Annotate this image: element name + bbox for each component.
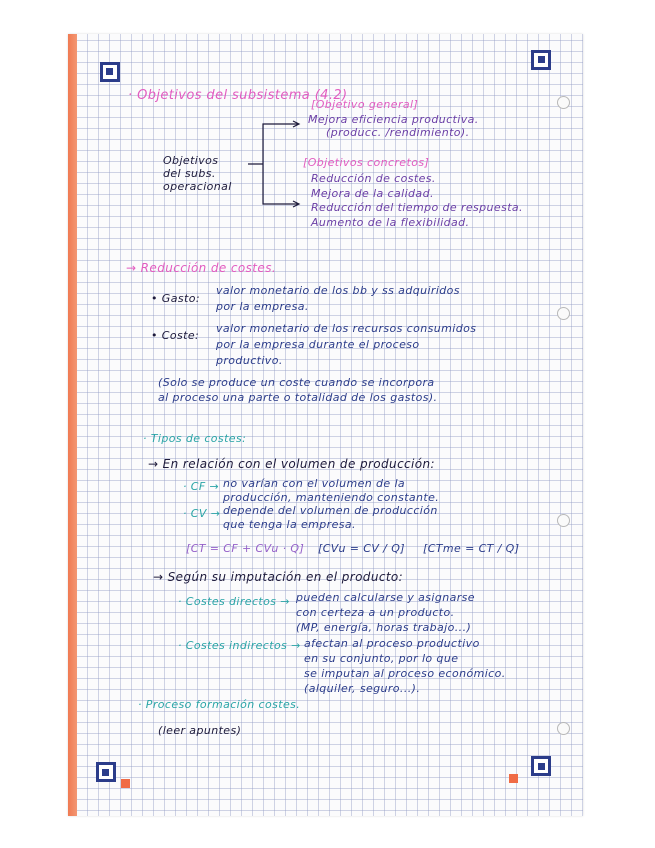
- volume-relation-heading: → En relación con el volumen de producción:: [148, 457, 435, 471]
- objectives-label-line-1: Objetivos: [163, 154, 219, 167]
- cost-types-heading: · Tipos de costes:: [143, 432, 247, 445]
- notebook-page: [68, 34, 583, 816]
- page-title: · Objetivos del subsistema (4.2): [128, 88, 348, 103]
- formula-average-total-cost: [CTme = CT / Q]: [423, 542, 520, 555]
- formula-total-cost: [CT = CF + CVu · Q]: [186, 542, 305, 555]
- specific-objective-item: Reducción del tiempo de respuesta.: [311, 201, 523, 214]
- objectives-label-line-2: del subs.: [163, 167, 216, 180]
- costs-section-heading: → Reducción de costes.: [126, 261, 277, 275]
- specific-objective-item: Aumento de la flexibilidad.: [311, 216, 470, 229]
- cv-label: · CV →: [183, 507, 221, 520]
- cv-definition-line: que tenga la empresa.: [223, 518, 356, 531]
- cost-formation-heading: · Proceso formación costes.: [138, 698, 301, 711]
- cf-label: · CF →: [183, 480, 220, 493]
- indirect-costs-label: · Costes indirectos →: [178, 639, 301, 652]
- read-notes-remark: (leer apuntes): [158, 724, 242, 737]
- coste-definition-line: productivo.: [216, 354, 283, 367]
- cost-note-line: al proceso una parte o totalidad de los gastos).: [158, 391, 438, 404]
- gasto-definition-line: por la empresa.: [216, 300, 309, 313]
- specific-objective-item: Reducción de costes.: [311, 172, 436, 185]
- coste-definition-line: por la empresa durante el proceso: [216, 338, 420, 351]
- direct-costs-line: pueden calcularse y asignarse: [296, 591, 475, 604]
- formula-unit-variable-cost: [CVu = CV / Q]: [318, 542, 405, 555]
- objectives-label-line-3: operacional: [163, 180, 232, 193]
- indirect-costs-line: (alquiler, seguro...).: [304, 682, 421, 695]
- gasto-definition-line: valor monetario de los bb y ss adquiridos: [216, 284, 460, 297]
- general-objective-item: Mejora eficiencia productiva.: [308, 113, 479, 126]
- imputation-heading: → Según su imputación en el producto:: [153, 570, 404, 584]
- direct-costs-line: (MP, energía, horas trabajo...): [296, 621, 472, 634]
- general-objective-item: (producc. /rendimiento).: [326, 126, 470, 139]
- indirect-costs-line: afectan al proceso productivo: [304, 637, 480, 650]
- specific-objective-item: Mejora de la calidad.: [311, 187, 434, 200]
- general-objective-heading: [Objetivo general]: [311, 98, 419, 111]
- cf-definition-line: no varían con el volumen de la: [223, 477, 406, 490]
- gasto-label: • Gasto:: [151, 292, 200, 305]
- specific-objectives-heading: [Objetivos concretos]: [303, 156, 430, 169]
- coste-label: • Coste:: [151, 329, 200, 342]
- indirect-costs-line: en su conjunto, por lo que: [304, 652, 459, 665]
- direct-costs-label: · Costes directos →: [178, 595, 290, 608]
- indirect-costs-line: se imputan al proceso económico.: [304, 667, 506, 680]
- cost-note-line: (Solo se produce un coste cuando se incorpora: [158, 376, 435, 389]
- direct-costs-line: con certeza a un producto.: [296, 606, 455, 619]
- cv-definition-line: depende del volumen de producción: [223, 504, 438, 517]
- coste-definition-line: valor monetario de los recursos consumidos: [216, 322, 477, 335]
- cf-definition-line: producción, manteniendo constante.: [223, 491, 440, 504]
